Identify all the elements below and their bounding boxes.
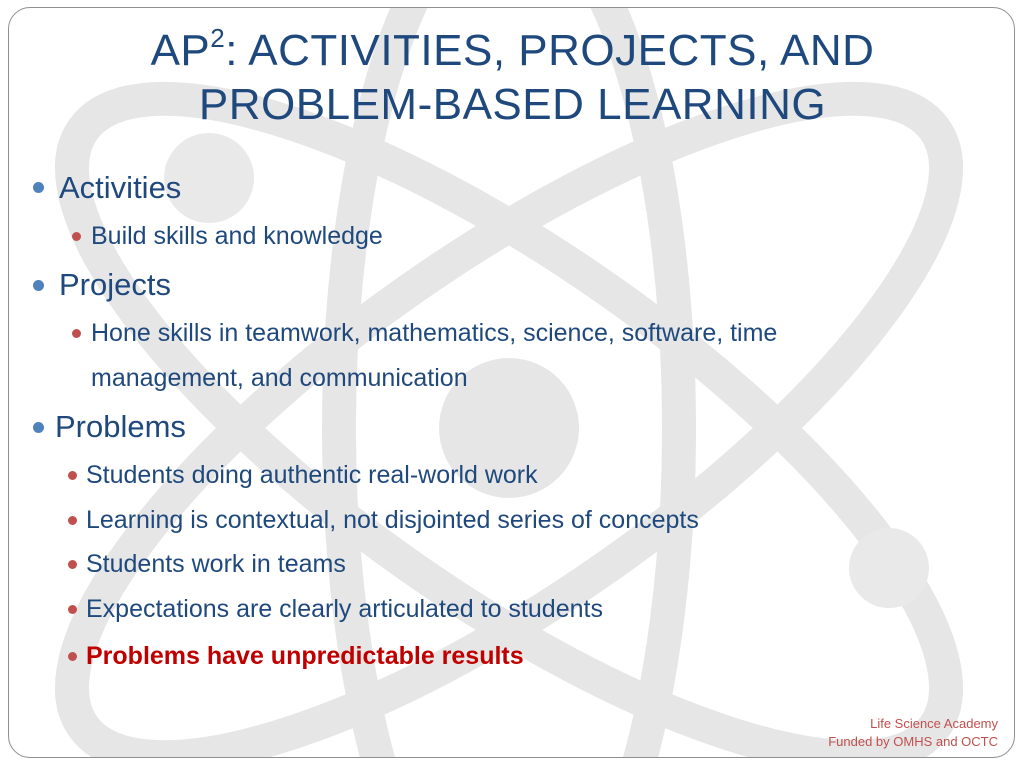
bullet-projects: Projects	[59, 267, 171, 302]
sub-bullet-dot	[72, 329, 81, 338]
sub-bullet-item: Expectations are clearly articulated to students	[86, 595, 603, 623]
sub-bullet-item-continued: management, and communication	[91, 364, 468, 392]
sub-bullet-dot	[68, 560, 77, 569]
sub-bullet-dot	[68, 471, 77, 480]
footer-line-2: Funded by OMHS and OCTC	[828, 734, 998, 749]
sub-bullet-dot	[68, 605, 77, 614]
bullet-dot	[33, 182, 44, 193]
sub-bullet-item-emphasis: Problems have unpredictable results	[86, 642, 524, 670]
title-line-2: PROBLEM-BASED LEARNING	[198, 80, 827, 129]
sub-bullet-item: Students work in teams	[86, 550, 346, 578]
footer-line-1: Life Science Academy	[870, 716, 998, 731]
sub-bullet-item: Learning is contextual, not disjointed series of concepts	[86, 506, 699, 534]
footer	[828, 715, 998, 751]
sub-bullet-item: Build skills and knowledge	[91, 222, 383, 250]
sub-bullet-dot	[68, 652, 77, 661]
title-superscript: 2	[210, 23, 226, 54]
bullet-dot	[33, 280, 44, 291]
sub-bullet-dot	[68, 516, 77, 525]
bullet-activities: Activities	[59, 170, 182, 205]
bullet-problems: Problems	[55, 409, 186, 444]
slide-content	[9, 8, 1015, 758]
sub-bullet-item: Hone skills in teamwork, mathematics, science, software, time	[91, 319, 778, 347]
slide-title	[69, 24, 956, 132]
sub-bullet-dot	[72, 232, 81, 241]
title-rest: : ACTIVITIES, PROJECTS, AND	[225, 26, 875, 75]
bullet-dot	[33, 422, 44, 433]
slide-frame	[8, 7, 1015, 758]
sub-bullet-item: Students doing authentic real-world work	[86, 461, 538, 489]
title-prefix: AP	[150, 26, 211, 75]
